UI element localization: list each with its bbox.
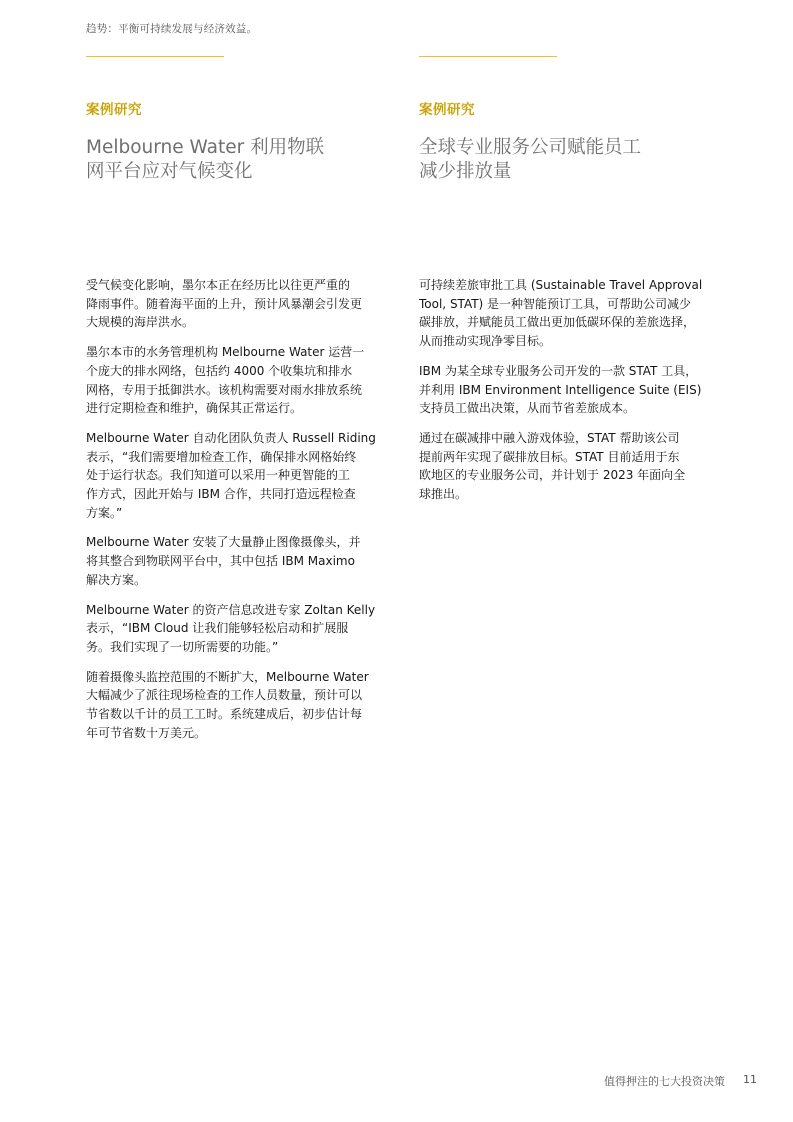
page-number: 11 (743, 1073, 757, 1086)
text-line: 可持续差旅审批工具 (Sustainable Travel Approval (419, 278, 703, 292)
paragraph (419, 362, 709, 418)
footer-title: 值得押注的七大投资决策 (604, 1075, 725, 1088)
title-line: 网平台应对气候变化 (86, 161, 253, 182)
text-line: 表示，“IBM Cloud 让我们能够轻松启动和扩展服 (86, 621, 349, 636)
case-study-title (419, 136, 709, 184)
text-line: 大规模的海岸洪水。 (86, 315, 195, 330)
text-line: 碳排放，并赋能员工做出更加低碳环保的差旅选择， (419, 315, 696, 330)
text-line: 网格，专用于抵御洪水。该机构需要对雨水排放系统 (86, 382, 363, 397)
paragraph (419, 276, 709, 351)
text-line: 作方式，因此开始与 IBM 合作，共同打造远程检查 (86, 487, 356, 502)
title-line: 全球专业服务公司赋能员工 (419, 137, 642, 158)
text-line: 节省数以千计的员工工时。系统建成后，初步估计每 (86, 707, 363, 722)
text-line: 处于运行状态。我们知道可以采用一种更智能的工 (86, 468, 351, 483)
text-line: 降雨事件。随着海平面的上升，预计风暴潮会引发更 (86, 296, 363, 311)
text-line: 从而推动实现净零目标。 (419, 334, 552, 349)
text-line: 受气候变化影响，墨尔本正在经历比以往更严重的 (86, 278, 351, 292)
text-line: 并利用 IBM Environment Intelligence Suite (EIS) (419, 382, 702, 397)
title-line: Melbourne Water 利用物联 (86, 137, 325, 158)
text-line: 提前两年实现了碳排放目标。STAT 目前适用于东 (419, 449, 680, 464)
text-line: IBM 为某全球专业服务公司开发的一款 STAT 工具， (419, 363, 698, 378)
paragraph (86, 668, 376, 743)
eyebrow-label: 案例研究 (86, 102, 142, 118)
title-line: 减少排放量 (419, 161, 512, 182)
case-study-body (86, 276, 376, 753)
text-line: Melbourne Water 自动化团队负责人 Russell Riding (86, 430, 376, 445)
paragraph (86, 429, 376, 523)
text-line: 表示，“我们需要增加检查工作，确保排水网格始终 (86, 449, 357, 464)
text-line: 务。我们实现了一切所需要的功能。” (86, 639, 279, 654)
paragraph (86, 601, 376, 657)
paragraph (419, 429, 709, 504)
text-line: 球推出。 (419, 487, 468, 502)
text-line: 墨尔本市的水务管理机构 Melbourne Water 运营一 (86, 345, 365, 360)
text-line: Tool, STAT) 是一种智能预订工具，可帮助公司减少 (419, 296, 692, 311)
text-line: 进行定期检查和维护，确保其正常运行。 (86, 401, 303, 416)
text-line: 通过在碳减排中融入游戏体验，STAT 帮助该公司 (419, 430, 680, 445)
text-line: 支持员工做出决策，从而节省差旅成本。 (419, 401, 636, 416)
case-study-title (86, 136, 376, 184)
text-line: 随着摄像头监控范围的不断扩大，Melbourne Water (86, 669, 369, 684)
text-line: 大幅减少了派往现场检查的工作人员数量，预计可以 (86, 688, 363, 703)
text-line: 方案。” (86, 505, 123, 520)
text-line: 个庞大的排水网络，包括约 4000 个收集坑和排水 (86, 363, 353, 378)
text-line: 解决方案。 (86, 572, 147, 587)
running-head: 趋势：平衡可持续发展与经济效益。 (86, 23, 258, 35)
accent-rule (419, 56, 557, 57)
text-line: Melbourne Water 的资产信息改进专家 Zoltan Kelly (86, 602, 376, 617)
text-line: 将其整合到物联网平台中，其中包括 IBM Maximo (86, 554, 355, 569)
eyebrow-label: 案例研究 (419, 102, 475, 118)
text-line: 欧地区的专业服务公司，并计划于 2023 年面向全 (419, 468, 686, 483)
text-line: 年可节省数十万美元。 (86, 725, 207, 740)
text-line: Melbourne Water 安装了大量静止图像摄像头，并 (86, 535, 361, 550)
accent-rule (86, 56, 224, 57)
paragraph (86, 276, 376, 332)
paragraph (86, 533, 376, 589)
paragraph (86, 343, 376, 418)
case-study-body (419, 276, 709, 515)
